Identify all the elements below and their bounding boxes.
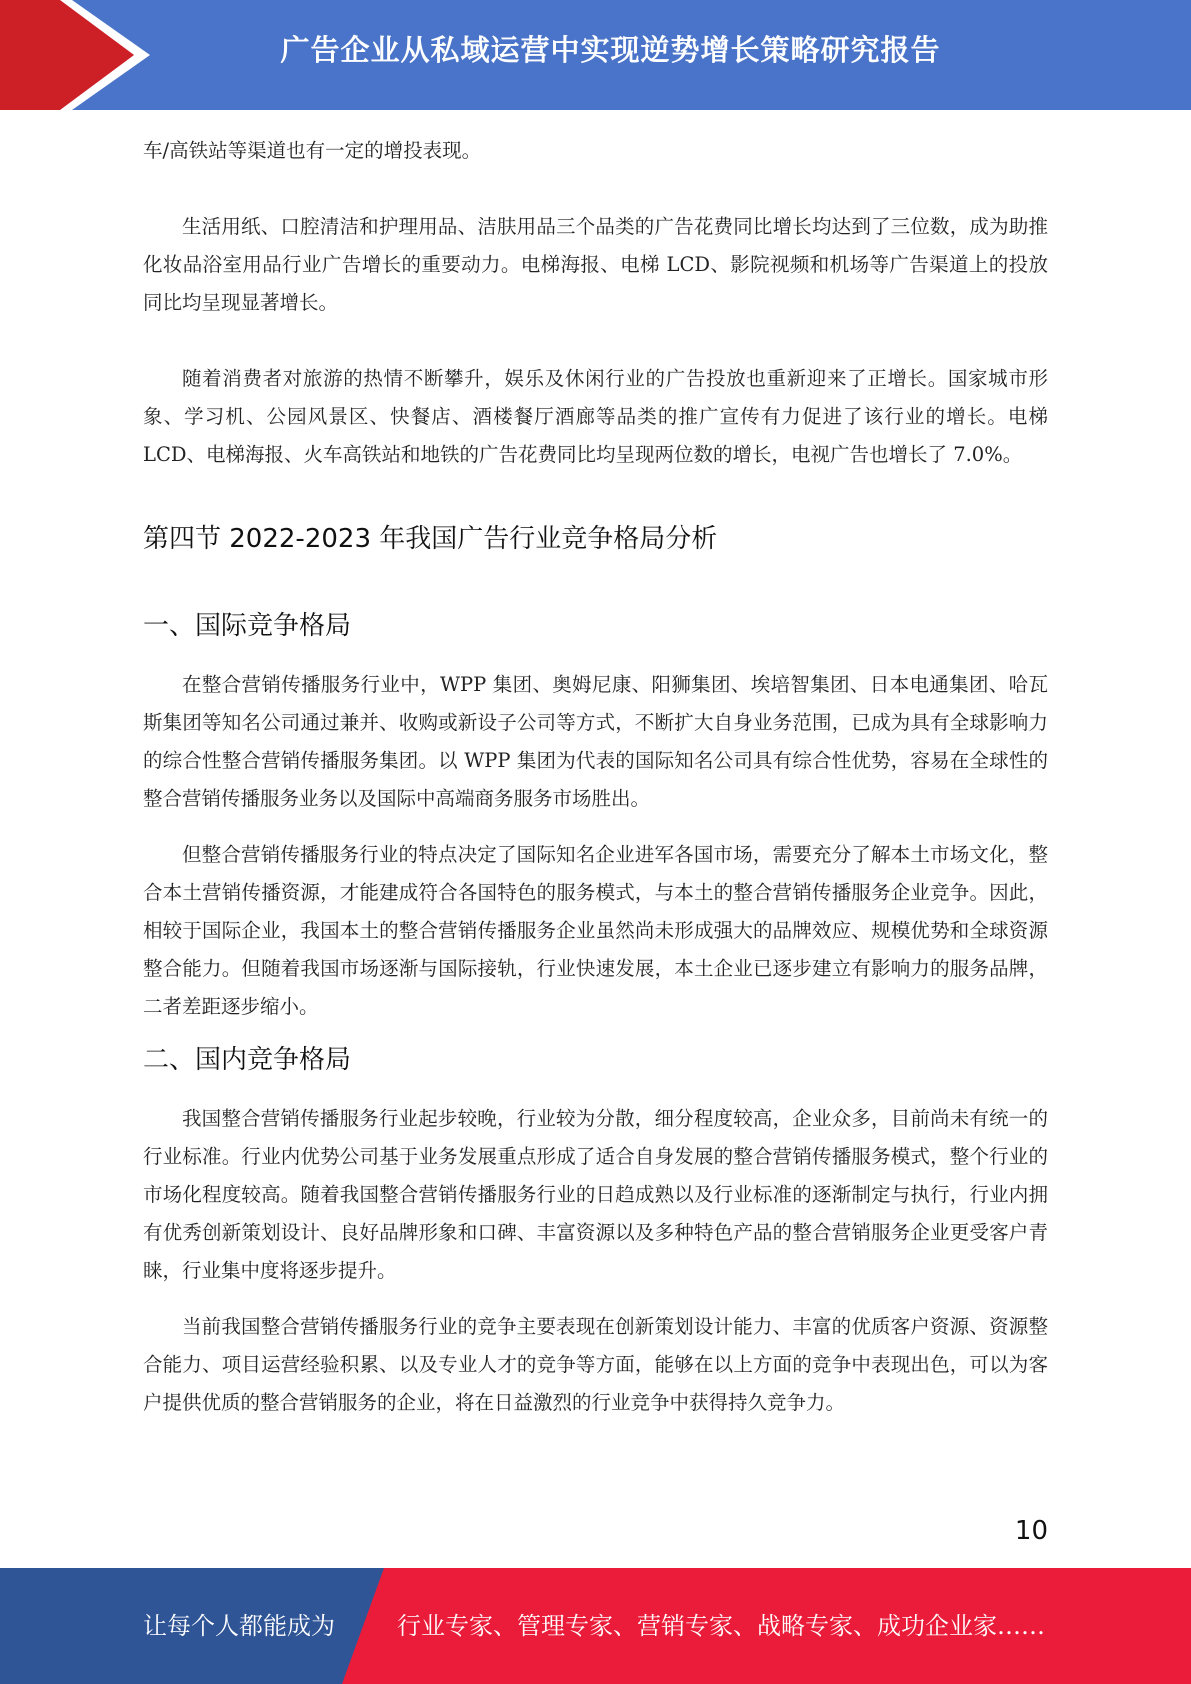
page-number: 10 — [1014, 1516, 1048, 1546]
paragraph: 随着消费者对旅游的热情不断攀升，娱乐及休闲行业的广告投放也重新迎来了正增长。国家城市形象、学习机、公园风景区、快餐店、酒楼餐厅酒廊等品类的推广宣传有力促进了该行业的增长。电梯 LCD、电梯海报、火车高铁站和地铁的广告花费同比均呈现两位数的增长，电视广告也增长了 7.0%。 — [143, 367, 1048, 466]
paragraph: 生活用纸、口腔清洁和护理用品、洁肤用品三个品类的广告花费同比增长均达到了三位数，成为助推化妆品浴室用品行业广告增长的重要动力。电梯海报、电梯 LCD、影院视频和机场等广告渠道上的投放同比均呈现显著增长。 — [143, 215, 1048, 314]
footer-slogan-left: 让每个人都能成为 — [143, 1612, 335, 1640]
subsection-heading: 一、国际竞争格局 — [143, 611, 352, 641]
page-header — [0, 0, 1191, 110]
paragraph: 车/高铁站等渠道也有一定的增投表现。 — [143, 139, 482, 162]
paragraph: 在整合营销传播服务行业中，WPP 集团、奥姆尼康、阳狮集团、埃培智集团、日本电通集团、哈瓦斯集团等知名公司通过兼并、收购或新设子公司等方式，不断扩大自身业务范围，已成为具有全球影响力的综合性整合营销传播服务集团。以 WPP 集团为代表的国际知名公司具有综合性优势，容易在全球性的整合营销传播服务业务以及国际中高端商务服务市场胜出。 — [143, 673, 1048, 810]
paragraph: 我国整合营销传播服务行业起步较晚，行业较为分散，细分程度较高，企业众多，目前尚未有统一的行业标准。行业内优势公司基于业务发展重点形成了适合自身发展的整合营销传播服务模式，整个行业的市场化程度较高。随着我国整合营销传播服务行业的日趋成熟以及行业标准的逐渐制定与执行，行业内拥有优秀创新策划设计、良好品牌形象和口碑、丰富资源以及多种特色产品的整合营销服务企业更受客户青睐，行业集中度将逐步提升。 — [143, 1107, 1048, 1282]
footer-slogan-right: 行业专家、管理专家、营销专家、战略专家、成功企业家…… — [397, 1612, 1045, 1640]
header-title: 广告企业从私域运营中实现逆势增长策略研究报告 — [280, 33, 941, 67]
paragraph: 当前我国整合营销传播服务行业的竞争主要表现在创新策划设计能力、丰富的优质客户资源、资源整合能力、项目运营经验积累、以及专业人才的竞争等方面，能够在以上方面的竞争中表现出色，可以为客户提供优质的整合营销服务的企业，将在日益激烈的行业竞争中获得持久竞争力。 — [143, 1315, 1048, 1414]
section-heading: 第四节 2022-2023 年我国广告行业竞争格局分析 — [143, 524, 718, 554]
paragraph: 但整合营销传播服务行业的特点决定了国际知名企业进军各国市场，需要充分了解本土市场文化，整合本土营销传播资源，才能建成符合各国特色的服务模式，与本土的整合营销传播服务企业竞争。因此，相较于国际企业，我国本土的整合营销传播服务企业虽然尚未形成强大的品牌效应、规模优势和全球资源整合能力。但随着我国市场逐渐与国际接轨，行业快速发展，本土企业已逐步建立有影响力的服务品牌，二者差距逐步缩小。 — [143, 843, 1048, 1018]
page-footer — [0, 1568, 1191, 1684]
document-body — [143, 132, 1048, 1422]
subsection-heading: 二、国内竞争格局 — [143, 1045, 352, 1075]
